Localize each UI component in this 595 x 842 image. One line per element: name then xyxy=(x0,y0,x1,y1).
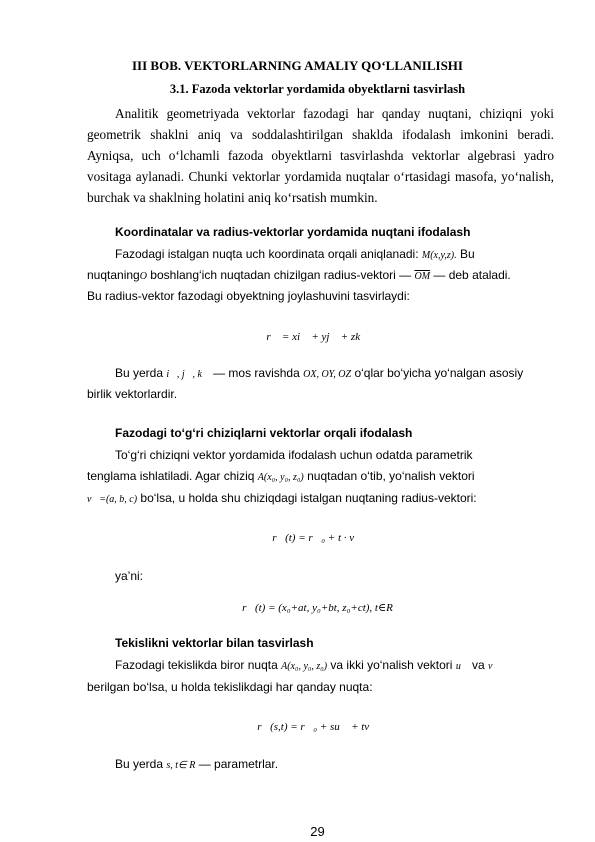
math-point-a: A(x₀, y₀, z₀) xyxy=(281,661,328,672)
sub2-line-2 xyxy=(87,469,475,483)
text: boshlang‘ich nuqtadan chizilgan radius-vektori — xyxy=(150,268,412,282)
math-unit-vectors: i⃗, j⃗, k⃗ xyxy=(166,369,210,380)
text: Fazodagi tekislikda biror nuqta xyxy=(115,658,278,672)
text: nuqtadan o‘tib, yo‘nalish vektori xyxy=(307,469,475,483)
math-origin: O xyxy=(139,271,147,282)
sub2-heading: Fazodagi to‘g‘ri chiziqlarni vektorlar orqali ifodalash xyxy=(115,426,413,440)
text: — mos ravishda xyxy=(213,366,300,380)
text: bo‘lsa, u holda shu chiziqdagi istalgan nuqtaning radius-vektori: xyxy=(140,491,477,505)
sub1-line-4 xyxy=(115,366,523,380)
page-number: 29 xyxy=(310,824,325,839)
chapter-title: III BOB. VEKTORLARNING AMALIY QO‘LLANILISHI xyxy=(132,58,463,73)
math-vector-v: v⃗ xyxy=(487,661,501,672)
text: Bu yerda xyxy=(115,757,164,771)
text: va ikki yo‘nalish vektori xyxy=(330,658,453,672)
text: tenglama ishlatiladi. Agar chiziq xyxy=(87,469,255,483)
sub3-line-2: berilgan bo‘lsa, u holda tekislikdagi har qanday nuqta: xyxy=(87,680,373,694)
math-point-a: A(x₀, y₀, z₀) xyxy=(257,472,304,483)
sub2-line-1: To‘g‘ri chiziqni vektor yordamida ifodalash uchun odatda parametrik xyxy=(115,448,473,462)
sub3-line-1 xyxy=(115,658,500,672)
text: o‘qlar bo‘yicha yo‘nalgan asosiy xyxy=(354,366,524,380)
text: Bu xyxy=(459,247,475,261)
text: Fazodagi istalgan nuqta uch koordinata orqali aniqlanadi: xyxy=(115,247,419,261)
radius-vector-formula: r⃗ = xi⃗ + yj⃗ + zk⃗ xyxy=(266,331,369,343)
text: — parametrlar. xyxy=(198,757,279,771)
text: — deb ataladi. xyxy=(433,268,511,282)
sub2-line-3 xyxy=(87,491,477,505)
line-parametric-formula: r⃗(t) = (x₀+at, y₀+bt, z₀+ct), t∈R xyxy=(242,602,393,614)
section-title: 3.1. Fazoda vektorlar yordamida obyektlarni tasvirlash xyxy=(169,82,466,96)
math-parameters: s, t∈ R xyxy=(166,760,196,771)
intro-paragraph: Analitik geometriyada vektorlar fazodagi har qanday nuqtani, chiziqni yoki geometrik shaklni aniq va soddalashtirilgan shaklda ifodalash imkonini beradi. Ayniqsa, uch o‘lchamli fazoda obyektlarni tasvirlashda vektorlar algebrasi yadro vositaga aylanadi. Chunki vektorlar yordamida nuqtalar o‘rtasidagi masofa, yo‘nalish, burchak va shaklning holatini aniq ko‘rsatish mumkin. xyxy=(87,106,554,205)
math-point-m: M(x,y,z). xyxy=(421,250,457,261)
text: nuqtaning xyxy=(87,268,140,282)
sub1-line-5: birlik vektorlardir. xyxy=(87,387,178,401)
sub3-heading: Tekislikni vektorlar bilan tasvirlash xyxy=(115,636,314,650)
text: va xyxy=(471,658,485,672)
sub1-line-2 xyxy=(87,268,511,282)
sub2-line-4: ya’ni: xyxy=(115,569,144,583)
line-vector-formula: r⃗(t) = r⃗₀ + t · v⃗ xyxy=(272,532,363,544)
sub1-line-1 xyxy=(115,247,475,261)
math-vector-u: u⃗ xyxy=(455,661,469,672)
math-direction-vector: v⃗=(a, b, c) xyxy=(87,494,138,505)
plane-vector-formula: r⃗(s,t) = r⃗₀ + su⃗ + tv⃗ xyxy=(257,721,378,733)
sub3-line-3 xyxy=(115,757,278,771)
sub1-line-3: Bu radius-vektor fazodagi obyektning joylashuvini tasvirlaydi: xyxy=(87,289,410,303)
sub1-heading: Koordinatalar va radius-vektorlar yordamida nuqtani ifodalash xyxy=(115,225,471,239)
text: Bu yerda xyxy=(115,366,164,380)
math-axes: OX, OY, OZ xyxy=(303,369,352,380)
math-om-vector: $\overline{OM}$ xyxy=(414,271,431,282)
